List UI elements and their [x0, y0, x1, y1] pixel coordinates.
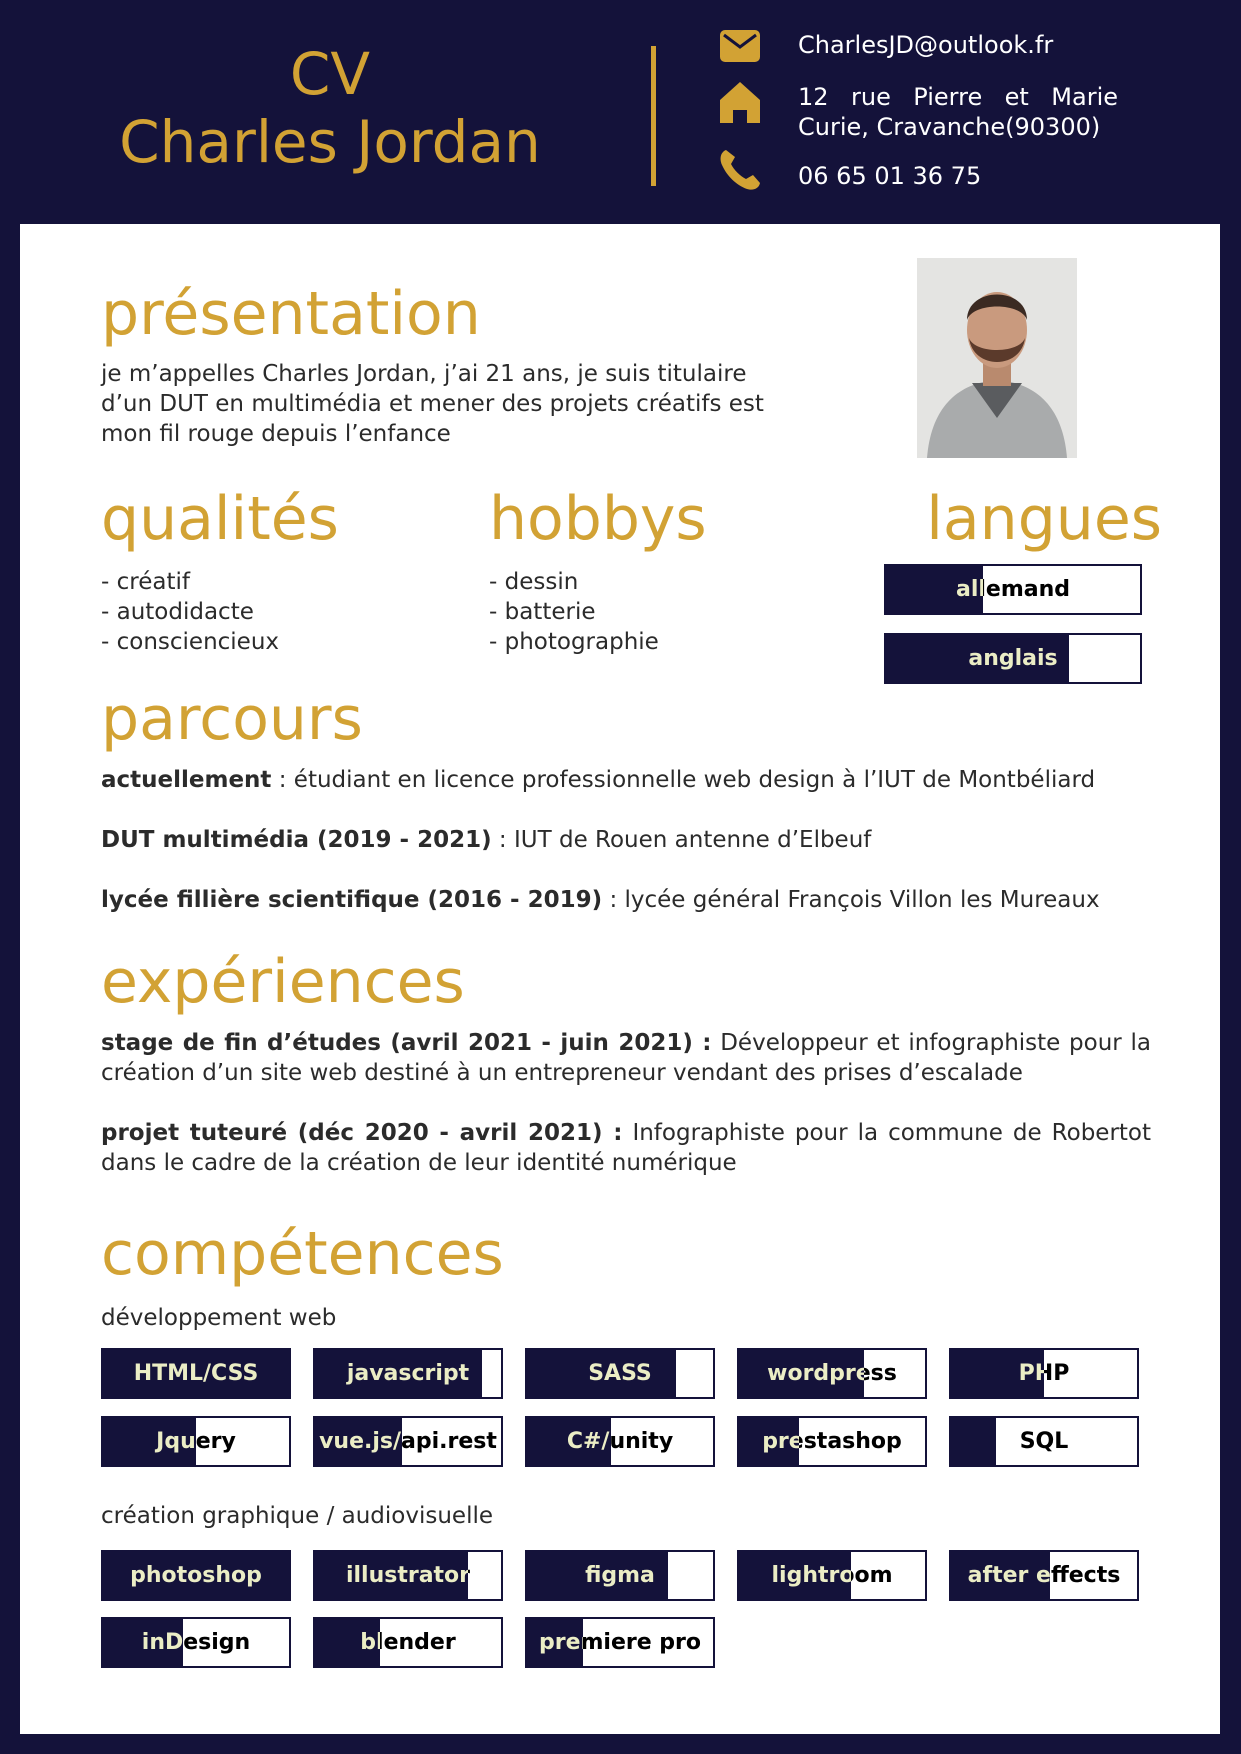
- hobbys-list: [489, 567, 659, 657]
- skill-bar: [737, 1416, 927, 1467]
- list-item: - photographie: [489, 629, 659, 655]
- skill-label: SQL: [1019, 1429, 1069, 1454]
- title-name: Charles Jordan: [119, 108, 541, 176]
- skill-bar: [101, 1550, 291, 1601]
- entry-title: DUT multimédia (2019 - 2021): [101, 827, 492, 853]
- skill-bar: [737, 1550, 927, 1601]
- presentation-heading: présentation: [101, 279, 481, 349]
- presentation-text: je m’appelles Charles Jordan, j’ai 21 ans, je suis titulaire d’un DUT en multimédia et mener des projets créatifs est mon fil rouge depuis l’enfance: [101, 361, 764, 447]
- parcours-entry: [101, 765, 1161, 795]
- list-item: - dessin: [489, 569, 579, 595]
- home-icon: [718, 80, 762, 124]
- entry-title: projet tuteuré (déc 2020 - avril 2021) :: [101, 1120, 623, 1146]
- skill-label: vue.js/api.rest: [319, 1429, 497, 1454]
- entry-text: : étudiant en licence professionnelle web design à l’IUT de Montbéliard: [271, 767, 1096, 793]
- parcours-entry: [101, 885, 1161, 915]
- entry-text: : IUT de Rouen antenne d’Elbeuf: [491, 827, 872, 853]
- skill-label: allemand: [955, 577, 1071, 602]
- title-cv: CV: [289, 40, 371, 108]
- skill-bar: [313, 1617, 503, 1668]
- entry-title: lycée fillière scientifique (2016 - 2019): [101, 887, 603, 913]
- skill-bar: [101, 1617, 291, 1668]
- skill-bar: [525, 1348, 715, 1399]
- skill-label: blender: [360, 1630, 456, 1655]
- skill-label: photoshop: [130, 1563, 262, 1588]
- skill-bar: [313, 1348, 503, 1399]
- skill-label: after effects: [967, 1563, 1121, 1588]
- skill-bar: [949, 1416, 1139, 1467]
- skill-label: javascript: [346, 1361, 470, 1386]
- address-text: 12 rue Pierre et Marie Curie, Cravanche(90300): [798, 83, 1118, 141]
- skill-label: prestashop: [762, 1429, 902, 1454]
- skill-label: HTML/CSS: [133, 1361, 259, 1386]
- skill-bar: [101, 1348, 291, 1399]
- experiences-heading: expériences: [101, 947, 465, 1017]
- skill-bar: [313, 1416, 503, 1467]
- entry-text: : lycée général François Villon les Mureaux: [602, 887, 1100, 913]
- skill-bar: [737, 1348, 927, 1399]
- phone-text: 06 65 01 36 75: [798, 162, 982, 190]
- header: [0, 0, 1241, 224]
- skill-bar: [525, 1416, 715, 1467]
- skill-label: illustrator: [345, 1563, 471, 1588]
- skill-bar: [525, 1617, 715, 1668]
- hobbys-heading: hobbys: [489, 484, 707, 554]
- parcours-heading: parcours: [101, 684, 363, 754]
- skill-label: C#/unity: [566, 1429, 674, 1454]
- list-item: - consciencieux: [101, 629, 280, 655]
- competences-heading: compétences: [101, 1219, 504, 1289]
- experience-entry: [101, 1118, 1151, 1178]
- entry-text: Développeur et infographiste pour la création d’un site web destiné à un entrepreneur vendant des prises d’escalade: [101, 1030, 1151, 1086]
- web-skills-label: développement web: [101, 1305, 337, 1331]
- langues-heading: langues: [926, 484, 1162, 554]
- qualites-heading: qualités: [101, 484, 339, 554]
- qualites-list: [101, 567, 279, 657]
- list-item: - batterie: [489, 599, 596, 625]
- skill-bar: [949, 1550, 1139, 1601]
- envelope-icon: [718, 25, 762, 69]
- skill-label: SASS: [588, 1361, 652, 1386]
- header-divider: [651, 46, 656, 186]
- graphic-skills-label: création graphique / audiovisuelle: [101, 1503, 493, 1529]
- skill-label: inDesign: [141, 1630, 251, 1655]
- cv-body: [20, 224, 1220, 1734]
- skill-label: figma: [585, 1563, 655, 1588]
- skill-label: PHP: [1018, 1361, 1070, 1386]
- skill-bar: [884, 633, 1142, 684]
- parcours-entry: [101, 825, 1161, 855]
- entry-text: Infographiste pour la commune de Robertot dans le cadre de la création de leur identité numérique: [101, 1120, 1152, 1176]
- skill-bar: [884, 564, 1142, 615]
- profile-photo: [917, 258, 1077, 458]
- skill-bar: [313, 1550, 503, 1601]
- phone-icon: [718, 148, 762, 192]
- entry-title: actuellement: [101, 767, 272, 793]
- skill-bar: [101, 1416, 291, 1467]
- skill-label: anglais: [968, 646, 1058, 671]
- skill-label: Jquery: [156, 1429, 236, 1454]
- experience-entry: [101, 1028, 1151, 1088]
- list-item: - autodidacte: [101, 599, 254, 625]
- skill-label: wordpress: [767, 1361, 897, 1386]
- entry-title: stage de fin d’études (avril 2021 - juin 2021) :: [101, 1030, 712, 1056]
- cv-title: [75, 40, 585, 176]
- skill-bar: [949, 1348, 1139, 1399]
- email-text: CharlesJD@outlook.fr: [798, 31, 1054, 59]
- skill-label: lightroom: [771, 1563, 893, 1588]
- skill-label: premiere pro: [538, 1630, 702, 1655]
- list-item: - créatif: [101, 569, 190, 595]
- skill-bar: [525, 1550, 715, 1601]
